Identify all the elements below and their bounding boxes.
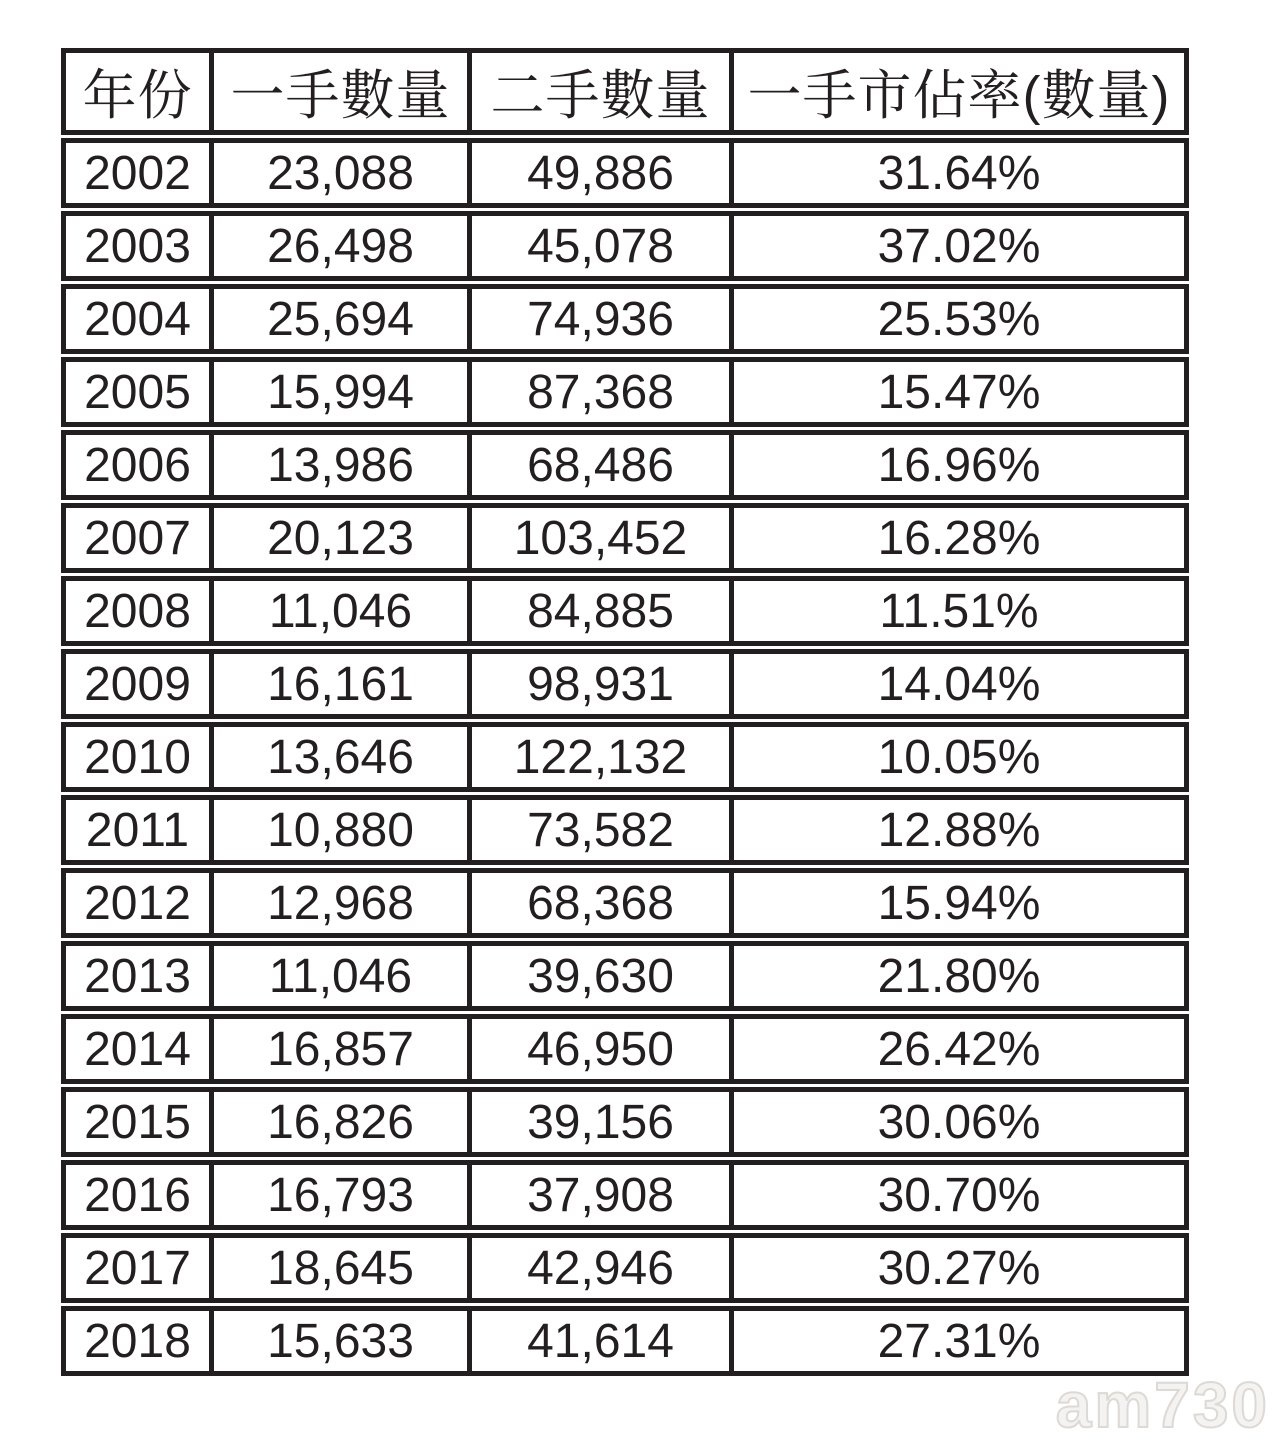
first-hand-share-cell: 15.94% — [734, 868, 1189, 938]
second-hand-count-cell: 74,936 — [472, 284, 734, 354]
table-row — [61, 576, 1189, 646]
table-row — [61, 211, 1189, 281]
table-row — [61, 1160, 1189, 1230]
first-hand-count-cell: 11,046 — [214, 576, 472, 646]
second-hand-count-cell: 68,368 — [472, 868, 734, 938]
second-hand-count-cell: 37,908 — [472, 1160, 734, 1230]
first-hand-share-cell: 14.04% — [734, 649, 1189, 719]
table-body — [61, 138, 1189, 1376]
year-cell: 2013 — [61, 941, 214, 1011]
first-hand-count-cell: 26,498 — [214, 211, 472, 281]
first-hand-share-cell: 11.51% — [734, 576, 1189, 646]
table-row — [61, 1233, 1189, 1303]
second-hand-count-cell: 98,931 — [472, 649, 734, 719]
first-hand-share-cell: 15.47% — [734, 357, 1189, 427]
table-row — [61, 1014, 1189, 1084]
first-hand-share-cell: 16.28% — [734, 503, 1189, 573]
first-hand-count-cell: 15,633 — [214, 1306, 472, 1376]
second-hand-count-cell: 122,132 — [472, 722, 734, 792]
first-hand-count-cell: 15,994 — [214, 357, 472, 427]
first-hand-count-cell: 13,986 — [214, 430, 472, 500]
table-row — [61, 1087, 1189, 1157]
year-cell: 2010 — [61, 722, 214, 792]
first-hand-count-cell: 12,968 — [214, 868, 472, 938]
first-hand-share-cell: 25.53% — [734, 284, 1189, 354]
year-cell: 2016 — [61, 1160, 214, 1230]
second-hand-count-cell: 68,486 — [472, 430, 734, 500]
second-hand-count-cell: 87,368 — [472, 357, 734, 427]
year-cell: 2011 — [61, 795, 214, 865]
year-cell: 2012 — [61, 868, 214, 938]
property-transactions-table-wrap — [61, 45, 1189, 1379]
first-hand-share-cell: 30.27% — [734, 1233, 1189, 1303]
first-hand-count-cell: 23,088 — [214, 138, 472, 208]
first-hand-share-cell: 37.02% — [734, 211, 1189, 281]
year-cell: 2008 — [61, 576, 214, 646]
first-hand-count-cell: 11,046 — [214, 941, 472, 1011]
first-hand-share-cell: 21.80% — [734, 941, 1189, 1011]
table-row — [61, 503, 1189, 573]
table-row — [61, 138, 1189, 208]
first-hand-share-cell: 27.31% — [734, 1306, 1189, 1376]
header-year: 年份 — [61, 48, 214, 135]
year-cell: 2017 — [61, 1233, 214, 1303]
first-hand-count-cell: 18,645 — [214, 1233, 472, 1303]
year-cell: 2004 — [61, 284, 214, 354]
year-cell: 2003 — [61, 211, 214, 281]
table-header — [61, 48, 1189, 135]
header-second-hand-count: 二手數量 — [472, 48, 734, 135]
first-hand-share-cell: 30.06% — [734, 1087, 1189, 1157]
table-row — [61, 649, 1189, 719]
second-hand-count-cell: 42,946 — [472, 1233, 734, 1303]
year-cell: 2005 — [61, 357, 214, 427]
table-row — [61, 1306, 1189, 1376]
first-hand-share-cell: 12.88% — [734, 795, 1189, 865]
first-hand-count-cell: 16,161 — [214, 649, 472, 719]
header-first-hand-count: 一手數量 — [214, 48, 472, 135]
table-row — [61, 284, 1189, 354]
first-hand-share-cell: 16.96% — [734, 430, 1189, 500]
am730-watermark: am730 — [1055, 1369, 1270, 1441]
first-hand-count-cell: 13,646 — [214, 722, 472, 792]
table-row — [61, 430, 1189, 500]
table-row — [61, 357, 1189, 427]
second-hand-count-cell: 41,614 — [472, 1306, 734, 1376]
second-hand-count-cell: 45,078 — [472, 211, 734, 281]
year-cell: 2014 — [61, 1014, 214, 1084]
first-hand-count-cell: 16,857 — [214, 1014, 472, 1084]
second-hand-count-cell: 46,950 — [472, 1014, 734, 1084]
first-hand-share-cell: 26.42% — [734, 1014, 1189, 1084]
second-hand-count-cell: 49,886 — [472, 138, 734, 208]
second-hand-count-cell: 39,156 — [472, 1087, 734, 1157]
first-hand-count-cell: 10,880 — [214, 795, 472, 865]
first-hand-share-cell: 30.70% — [734, 1160, 1189, 1230]
year-cell: 2009 — [61, 649, 214, 719]
year-cell: 2007 — [61, 503, 214, 573]
first-hand-count-cell: 16,826 — [214, 1087, 472, 1157]
second-hand-count-cell: 39,630 — [472, 941, 734, 1011]
table-row — [61, 868, 1189, 938]
year-cell: 2015 — [61, 1087, 214, 1157]
year-cell: 2006 — [61, 430, 214, 500]
first-hand-count-cell: 16,793 — [214, 1160, 472, 1230]
second-hand-count-cell: 103,452 — [472, 503, 734, 573]
header-first-hand-share: 一手市佔率(數量) — [734, 48, 1189, 135]
property-transactions-table — [61, 45, 1189, 1379]
year-cell: 2002 — [61, 138, 214, 208]
first-hand-count-cell: 20,123 — [214, 503, 472, 573]
header-row — [61, 48, 1189, 135]
year-cell: 2018 — [61, 1306, 214, 1376]
table-row — [61, 722, 1189, 792]
table-row — [61, 941, 1189, 1011]
first-hand-share-cell: 31.64% — [734, 138, 1189, 208]
first-hand-share-cell: 10.05% — [734, 722, 1189, 792]
table-row — [61, 795, 1189, 865]
second-hand-count-cell: 84,885 — [472, 576, 734, 646]
first-hand-count-cell: 25,694 — [214, 284, 472, 354]
second-hand-count-cell: 73,582 — [472, 795, 734, 865]
